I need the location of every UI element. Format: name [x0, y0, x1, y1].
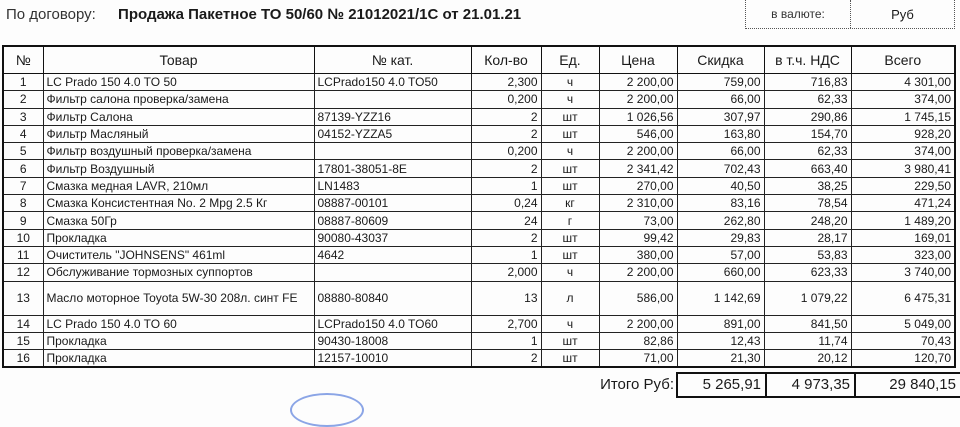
- table-row: [3, 350, 955, 368]
- cell-unit: ч: [541, 315, 599, 332]
- cell-vat: 53,83: [764, 246, 851, 263]
- cell-vat: 28,17: [764, 229, 851, 246]
- cell-n: 10: [3, 229, 43, 246]
- cell-discount: 660,00: [677, 264, 764, 281]
- col-header: Товар: [43, 46, 314, 74]
- cell-price: 2 200,00: [599, 264, 677, 281]
- col-header: Цена: [599, 46, 677, 74]
- cell-qty: 2: [471, 350, 541, 368]
- cell-vat: 1 079,22: [764, 281, 851, 315]
- contract-label: По договору:: [6, 6, 96, 23]
- cell-cat: 04152-YZZA5: [314, 125, 471, 142]
- cell-qty: 2,300: [471, 74, 541, 91]
- cell-qty: 1: [471, 177, 541, 194]
- col-header: в т.ч. НДС: [764, 46, 851, 74]
- cell-n: 7: [3, 177, 43, 194]
- col-header: №: [3, 46, 43, 74]
- cell-qty: 0,200: [471, 91, 541, 108]
- cell-n: 6: [3, 160, 43, 177]
- cell-price: 2 200,00: [599, 143, 677, 160]
- cell-cat: [314, 91, 471, 108]
- table-row: [3, 160, 955, 177]
- cell-unit: шт: [541, 332, 599, 349]
- cell-unit: ч: [541, 74, 599, 91]
- table-row: [3, 315, 955, 332]
- cell-total: 5 049,00: [851, 315, 955, 332]
- table-row: [3, 125, 955, 142]
- cell-item: LC Prado 150 4.0 TO 50: [43, 74, 314, 91]
- cell-qty: 2,000: [471, 264, 541, 281]
- cell-total: 1 745,15: [851, 108, 955, 125]
- cell-cat: 12157-10010: [314, 350, 471, 368]
- currency-box: [745, 0, 955, 29]
- cell-discount: 1 142,69: [677, 281, 764, 315]
- cell-item: Прокладка: [43, 350, 314, 368]
- cell-vat: 78,54: [764, 195, 851, 212]
- cell-vat: 623,33: [764, 264, 851, 281]
- col-header: Ед.: [541, 46, 599, 74]
- cell-total: 3 980,41: [851, 160, 955, 177]
- cell-qty: 13: [471, 281, 541, 315]
- cell-unit: л: [541, 281, 599, 315]
- cell-item: Смазка медная LAVR, 210мл: [43, 177, 314, 194]
- cell-price: 73,00: [599, 212, 677, 229]
- totals-discount: 5 265,91: [676, 372, 767, 398]
- col-header: № кат.: [314, 46, 471, 74]
- cell-item: Фильтр Салона: [43, 108, 314, 125]
- cell-cat: 90080-43037: [314, 229, 471, 246]
- cell-n: 2: [3, 91, 43, 108]
- cell-total: 1 489,20: [851, 212, 955, 229]
- cell-n: 5: [3, 143, 43, 160]
- cell-n: 14: [3, 315, 43, 332]
- table-row: [3, 143, 955, 160]
- cell-item: Фильтр салона проверка/замена: [43, 91, 314, 108]
- cell-total: 6 475,31: [851, 281, 955, 315]
- cell-item: Прокладка: [43, 229, 314, 246]
- cell-n: 16: [3, 350, 43, 368]
- cell-item: Фильтр воздушный проверка/замена: [43, 143, 314, 160]
- col-header: Скидка: [677, 46, 764, 74]
- cell-discount: 702,43: [677, 160, 764, 177]
- cell-cat: [314, 143, 471, 160]
- cell-unit: ч: [541, 91, 599, 108]
- cell-vat: 62,33: [764, 143, 851, 160]
- cell-item: Фильтр Воздушный: [43, 160, 314, 177]
- contract-value: Продажа Пакетное ТО 50/60 № 21012021/1С от 21.01.21: [118, 6, 522, 23]
- cell-n: 3: [3, 108, 43, 125]
- cell-item: Обслуживание тормозных суппортов: [43, 264, 314, 281]
- items-table: [2, 45, 956, 368]
- table-row: [3, 91, 955, 108]
- cell-item: Смазка Консистентная No. 2 Mpg 2.5 Кг: [43, 195, 314, 212]
- table-row: [3, 264, 955, 281]
- cell-item: Масло моторное Toyota 5W-30 208л. синт FE: [43, 281, 314, 315]
- currency-label: в валюте:: [746, 0, 851, 28]
- cell-vat: 716,83: [764, 74, 851, 91]
- totals-row: [560, 372, 960, 398]
- cell-price: 380,00: [599, 246, 677, 263]
- cell-qty: 2,700: [471, 315, 541, 332]
- cell-discount: 83,16: [677, 195, 764, 212]
- cell-vat: 11,74: [764, 332, 851, 349]
- cell-discount: 66,00: [677, 143, 764, 160]
- cell-cat: 4642: [314, 246, 471, 263]
- cell-discount: 262,80: [677, 212, 764, 229]
- cell-price: 99,42: [599, 229, 677, 246]
- table-row: [3, 212, 955, 229]
- cell-discount: 759,00: [677, 74, 764, 91]
- cell-discount: 307,97: [677, 108, 764, 125]
- cell-unit: шт: [541, 125, 599, 142]
- cell-qty: 24: [471, 212, 541, 229]
- cell-unit: ч: [541, 143, 599, 160]
- contract-line: [6, 6, 521, 23]
- cell-cat: 87139-YZZ16: [314, 108, 471, 125]
- cell-discount: 40,50: [677, 177, 764, 194]
- cell-vat: 841,50: [764, 315, 851, 332]
- cell-discount: 21,30: [677, 350, 764, 368]
- cell-item: Смазка 50Гр: [43, 212, 314, 229]
- cell-discount: 57,00: [677, 246, 764, 263]
- cell-qty: 0,200: [471, 143, 541, 160]
- cell-discount: 891,00: [677, 315, 764, 332]
- cell-price: 2 200,00: [599, 315, 677, 332]
- cell-qty: 0,24: [471, 195, 541, 212]
- cell-unit: шт: [541, 108, 599, 125]
- cell-unit: кг: [541, 195, 599, 212]
- cell-price: 1 026,56: [599, 108, 677, 125]
- cell-total: 229,50: [851, 177, 955, 194]
- cell-vat: 38,25: [764, 177, 851, 194]
- table-row: [3, 74, 955, 91]
- cell-price: 2 310,00: [599, 195, 677, 212]
- cell-cat: 90430-18008: [314, 332, 471, 349]
- table-row: [3, 229, 955, 246]
- cell-qty: 2: [471, 108, 541, 125]
- cell-total: 70,43: [851, 332, 955, 349]
- col-header: Всего: [851, 46, 955, 74]
- cell-unit: шт: [541, 229, 599, 246]
- cell-total: 120,70: [851, 350, 955, 368]
- cell-n: 8: [3, 195, 43, 212]
- cell-item: LC Prado 150 4.0 TO 60: [43, 315, 314, 332]
- cell-n: 11: [3, 246, 43, 263]
- cell-n: 12: [3, 264, 43, 281]
- table-row: [3, 246, 955, 263]
- cell-vat: 663,40: [764, 160, 851, 177]
- cell-price: 586,00: [599, 281, 677, 315]
- cell-price: 2 200,00: [599, 74, 677, 91]
- cell-vat: 62,33: [764, 91, 851, 108]
- cell-n: 9: [3, 212, 43, 229]
- cell-cat: 08887-00101: [314, 195, 471, 212]
- cell-unit: ч: [541, 264, 599, 281]
- cell-cat: LCPrado150 4.0 TO50: [314, 74, 471, 91]
- table-row: [3, 332, 955, 349]
- cell-qty: 2: [471, 229, 541, 246]
- cell-unit: шт: [541, 177, 599, 194]
- totals-label: Итого Руб:: [600, 376, 674, 393]
- totals-vat: 4 973,35: [765, 372, 856, 398]
- cell-vat: 20,12: [764, 350, 851, 368]
- cell-unit: шт: [541, 350, 599, 368]
- cell-total: 374,00: [851, 143, 955, 160]
- cell-price: 82,86: [599, 332, 677, 349]
- cell-n: 4: [3, 125, 43, 142]
- table-header: [3, 46, 955, 74]
- stamp-mark: [290, 393, 364, 427]
- cell-item: Прокладка: [43, 332, 314, 349]
- cell-vat: 248,20: [764, 212, 851, 229]
- cell-unit: шт: [541, 246, 599, 263]
- cell-unit: шт: [541, 160, 599, 177]
- cell-price: 2 200,00: [599, 91, 677, 108]
- cell-total: 4 301,00: [851, 74, 955, 91]
- cell-qty: 2: [471, 160, 541, 177]
- cell-cat: LN1483: [314, 177, 471, 194]
- cell-cat: 08880-80840: [314, 281, 471, 315]
- cell-price: 71,00: [599, 350, 677, 368]
- cell-discount: 163,80: [677, 125, 764, 142]
- cell-cat: LCPrado150 4.0 TO60: [314, 315, 471, 332]
- cell-item: Очиститель "JOHNSENS" 461ml: [43, 246, 314, 263]
- cell-vat: 154,70: [764, 125, 851, 142]
- cell-n: 1: [3, 74, 43, 91]
- cell-discount: 12,43: [677, 332, 764, 349]
- cell-n: 13: [3, 281, 43, 315]
- cell-total: 169,01: [851, 229, 955, 246]
- cell-n: 15: [3, 332, 43, 349]
- cell-cat: 17801-38051-8E: [314, 160, 471, 177]
- cell-item: Фильтр Масляный: [43, 125, 314, 142]
- cell-vat: 290,86: [764, 108, 851, 125]
- table-row: [3, 281, 955, 315]
- col-header: Кол-во: [471, 46, 541, 74]
- cell-price: 270,00: [599, 177, 677, 194]
- cell-price: 2 341,42: [599, 160, 677, 177]
- cell-total: 3 740,00: [851, 264, 955, 281]
- table-row: [3, 177, 955, 194]
- cell-qty: 1: [471, 246, 541, 263]
- currency-value: Руб: [891, 6, 914, 22]
- cell-total: 471,24: [851, 195, 955, 212]
- cell-total: 374,00: [851, 91, 955, 108]
- cell-discount: 29,83: [677, 229, 764, 246]
- totals-total: 29 840,15: [854, 372, 960, 398]
- cell-qty: 2: [471, 125, 541, 142]
- cell-discount: 66,00: [677, 91, 764, 108]
- table-row: [3, 195, 955, 212]
- cell-total: 928,20: [851, 125, 955, 142]
- cell-cat: 08887-80609: [314, 212, 471, 229]
- cell-total: 323,00: [851, 246, 955, 263]
- cell-cat: [314, 264, 471, 281]
- cell-price: 546,00: [599, 125, 677, 142]
- cell-unit: г: [541, 212, 599, 229]
- cell-qty: 1: [471, 332, 541, 349]
- table-row: [3, 108, 955, 125]
